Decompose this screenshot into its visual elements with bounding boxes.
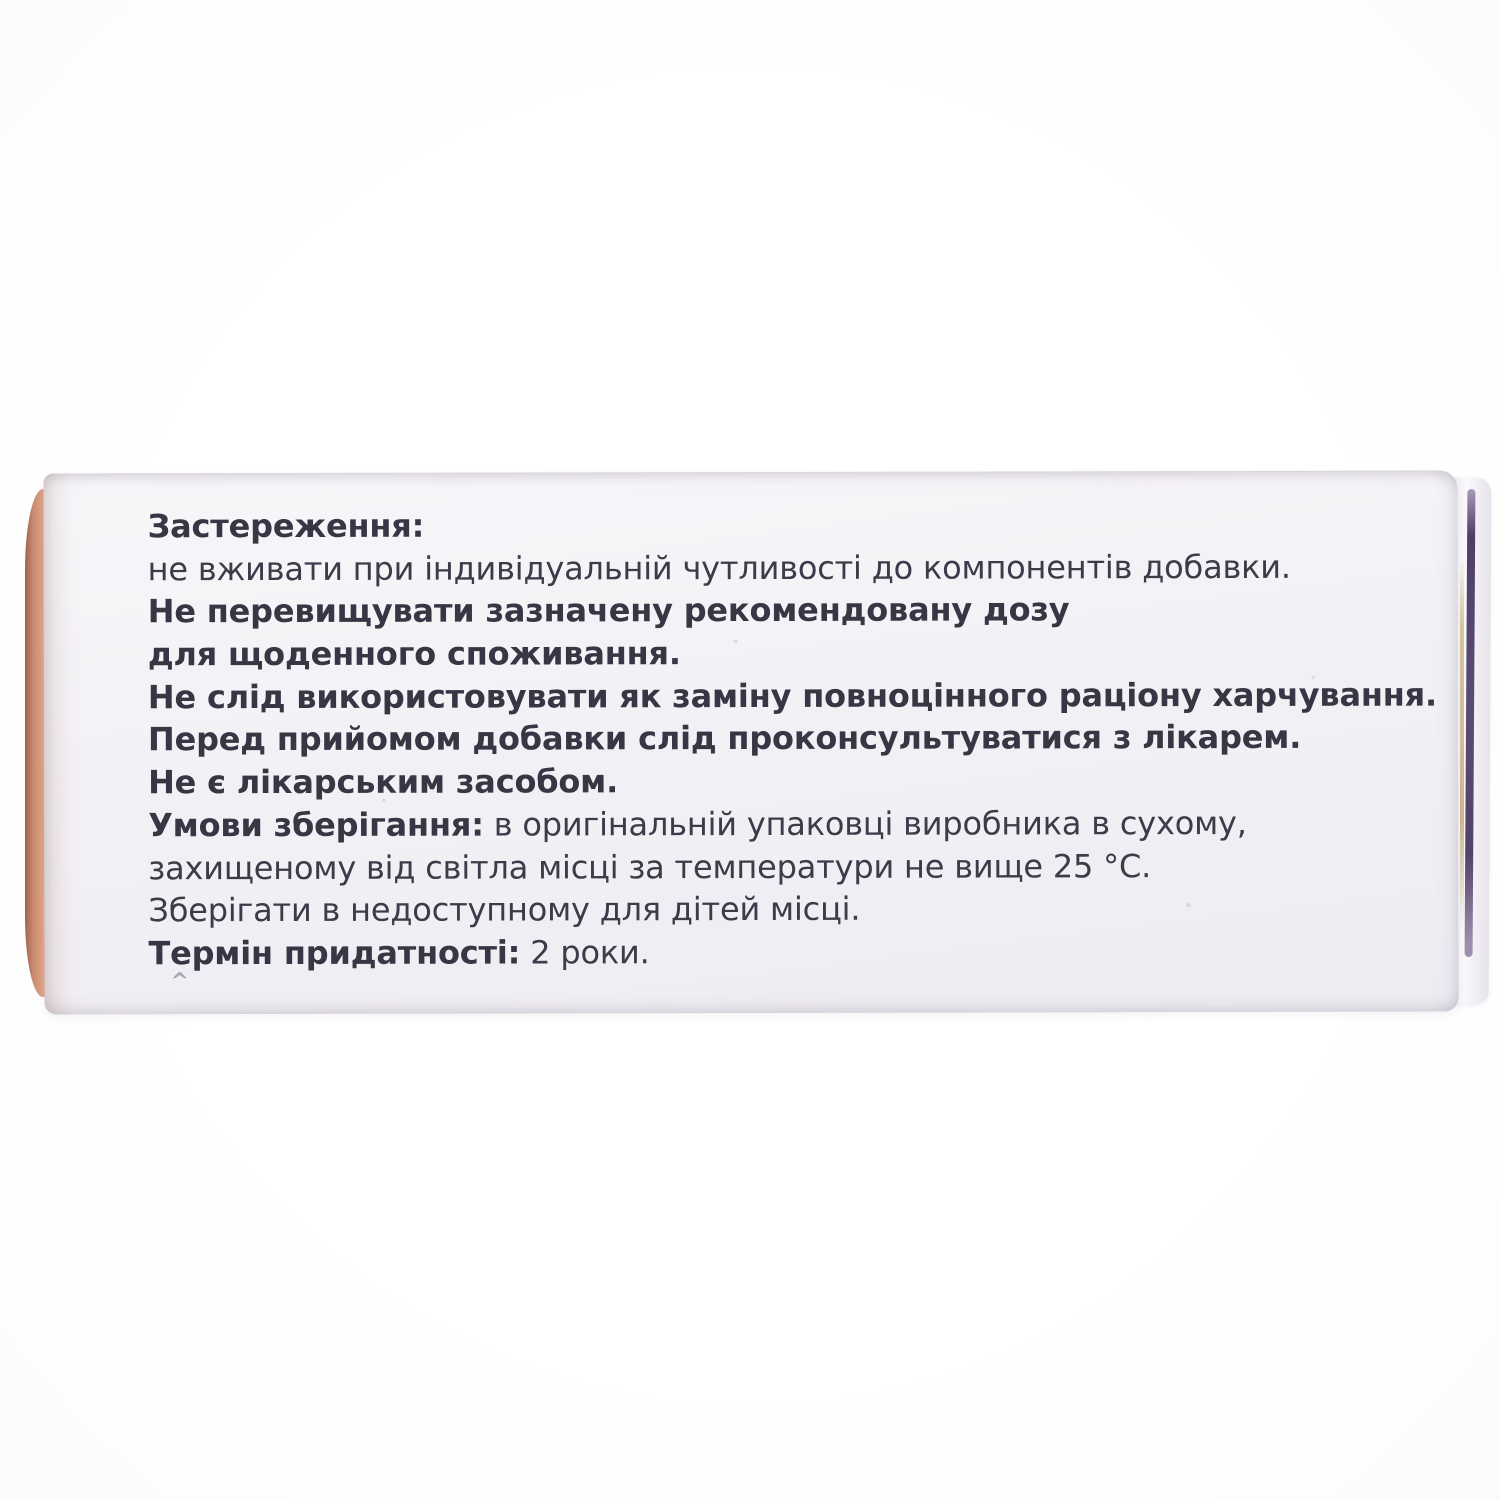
warnings-text-block	[148, 503, 1438, 975]
storage-conditions-line-1	[148, 801, 1437, 846]
warnings-heading-line	[148, 503, 1437, 548]
storage-conditions-line-2	[148, 844, 1437, 889]
dust-speck	[1312, 676, 1315, 679]
dosage-warning-text-2: для щоденного споживання.	[147, 634, 681, 674]
not-food-replacement-line	[148, 673, 1437, 718]
consult-doctor-line	[148, 716, 1437, 761]
not-food-replacement-text: Не слід використовувати як заміну повноцінного раціону харчування.	[147, 675, 1438, 717]
box-right-tan-edge	[1460, 560, 1464, 930]
dosage-warning-line-2	[148, 631, 1437, 676]
storage-conditions-text-3: Зберігати в недоступному для дітей місці.	[148, 889, 861, 930]
sensitivity-warning-text: не вживати при індивідуальній чутливості до компонентів добавки.	[147, 547, 1291, 588]
shelf-life-line	[148, 929, 1437, 974]
shelf-life-value: 2 роки.	[520, 933, 650, 972]
product-box-panel	[43, 471, 1458, 1015]
dosage-warning-text-1: Не перевищувати зазначену рекомендовану дозу	[147, 590, 1070, 631]
shelf-life-heading: Термін придатності:	[148, 933, 521, 973]
consult-doctor-text: Перед прийомом добавки слід проконсультуватися з лікарем.	[147, 718, 1302, 759]
storage-conditions-heading: Умови зберігання:	[148, 805, 484, 845]
dosage-warning-line-1	[148, 588, 1437, 633]
not-medicine-text: Не є лікарським засобом.	[148, 762, 619, 802]
storage-conditions-line-3	[148, 887, 1437, 932]
not-medicine-line	[148, 759, 1437, 804]
dust-speck	[734, 640, 738, 643]
storage-conditions-text-2: захищеному від світла місці за температури не вище 25 °С.	[148, 846, 1152, 887]
storage-conditions-text-1: в оригінальній упаковці виробника в сухому,	[483, 803, 1247, 844]
dust-speck	[382, 799, 385, 802]
warnings-heading: Застереження:	[147, 506, 425, 546]
print-artifact-caret: ^	[170, 969, 189, 995]
sensitivity-warning-line	[148, 545, 1437, 590]
dust-speck	[1186, 903, 1190, 907]
